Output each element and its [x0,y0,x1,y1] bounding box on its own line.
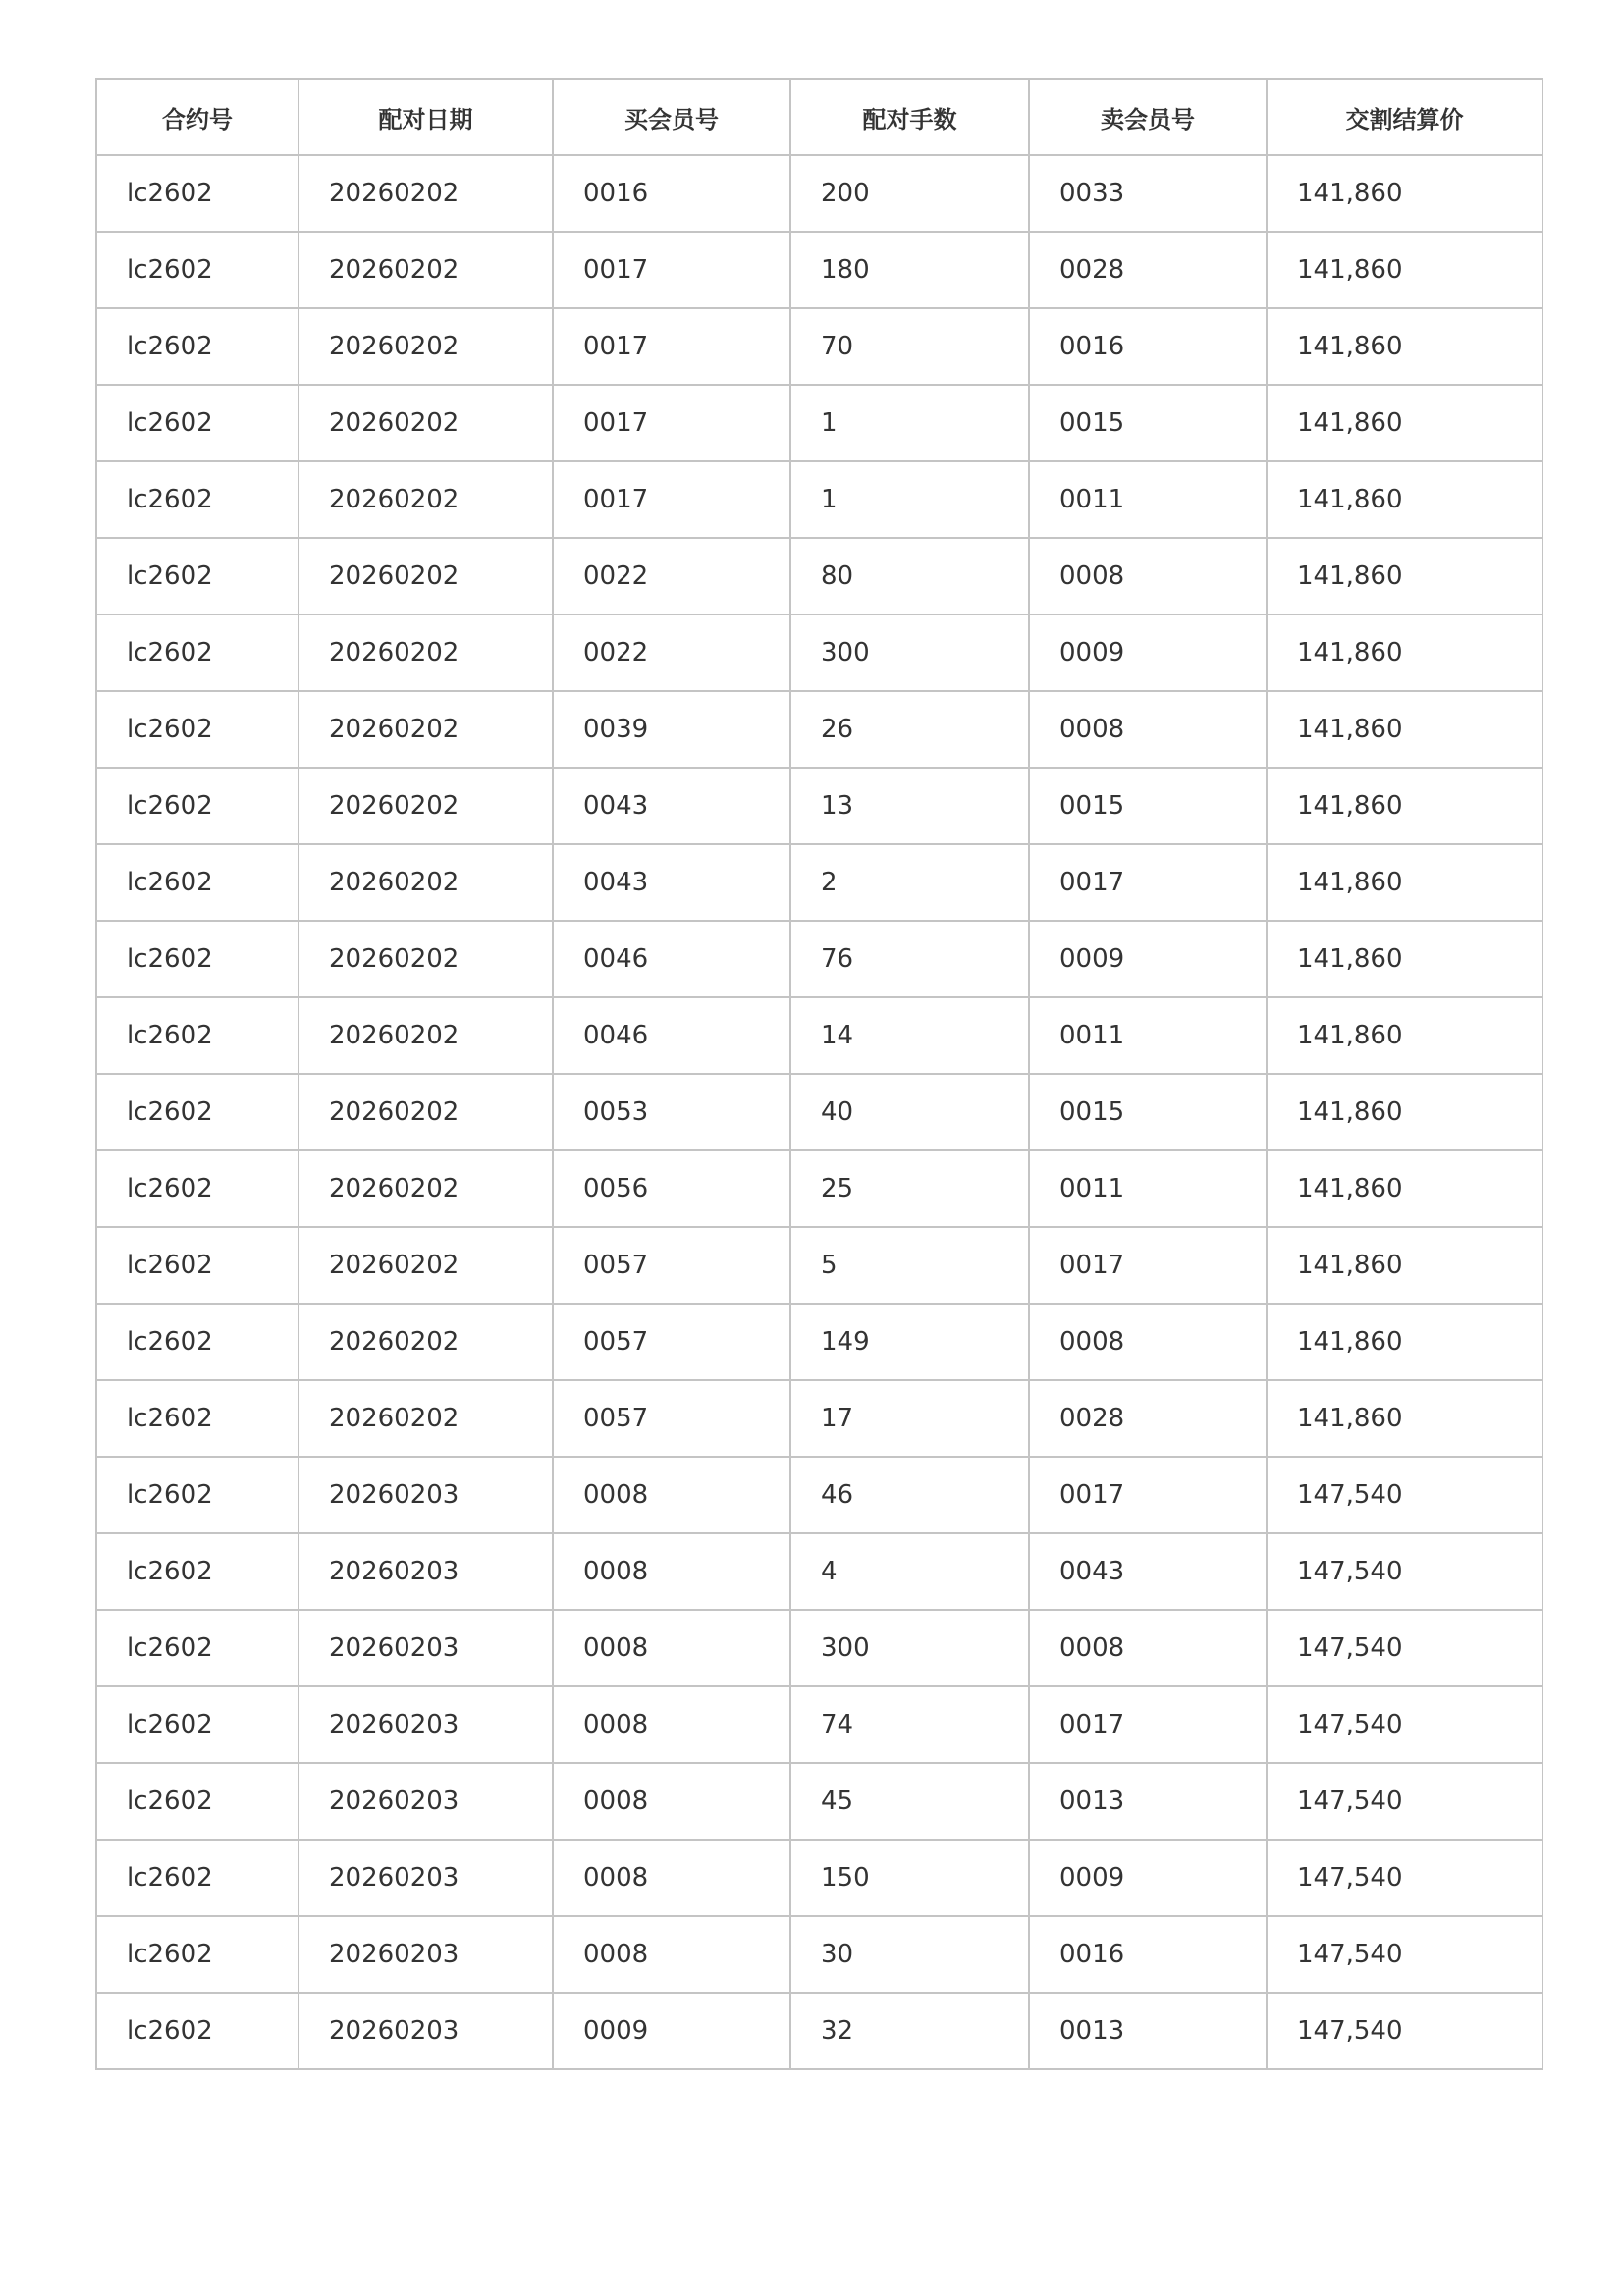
cell-matched-lots: 17 [790,1380,1029,1457]
cell-seller-member-id: 0008 [1029,1610,1267,1686]
cell-delivery-settlement-price: 147,540 [1267,1533,1543,1610]
cell-delivery-settlement-price: 141,860 [1267,997,1543,1074]
cell-buyer-member-id: 0057 [553,1227,790,1304]
cell-delivery-settlement-price: 141,860 [1267,1150,1543,1227]
table-row [96,1150,1543,1227]
cell-seller-member-id: 0017 [1029,1227,1267,1304]
cell-buyer-member-id: 0017 [553,385,790,461]
cell-contract-code: lc2602 [96,614,298,691]
cell-delivery-settlement-price: 141,860 [1267,461,1543,538]
cell-matched-lots: 80 [790,538,1029,614]
table-row [96,614,1543,691]
cell-contract-code: lc2602 [96,768,298,844]
table-row [96,1763,1543,1840]
cell-matching-date: 20260203 [298,1763,553,1840]
cell-buyer-member-id: 0043 [553,768,790,844]
cell-seller-member-id: 0043 [1029,1533,1267,1610]
cell-matching-date: 20260202 [298,1150,553,1227]
cell-buyer-member-id: 0008 [553,1533,790,1610]
cell-matching-date: 20260202 [298,921,553,997]
table-row [96,1840,1543,1916]
table-row [96,921,1543,997]
cell-delivery-settlement-price: 141,860 [1267,768,1543,844]
cell-buyer-member-id: 0039 [553,691,790,768]
cell-contract-code: lc2602 [96,385,298,461]
cell-matching-date: 20260202 [298,997,553,1074]
cell-delivery-settlement-price: 141,860 [1267,691,1543,768]
cell-delivery-settlement-price: 147,540 [1267,1457,1543,1533]
cell-delivery-settlement-price: 141,860 [1267,1380,1543,1457]
column-header-matched-lots: 配对手数 [790,79,1029,155]
cell-delivery-settlement-price: 141,860 [1267,308,1543,385]
column-header-seller-member-id: 卖会员号 [1029,79,1267,155]
cell-delivery-settlement-price: 147,540 [1267,1840,1543,1916]
cell-contract-code: lc2602 [96,1227,298,1304]
table-row [96,1304,1543,1380]
cell-buyer-member-id: 0046 [553,921,790,997]
table-row [96,461,1543,538]
table-row [96,1457,1543,1533]
cell-contract-code: lc2602 [96,155,298,232]
cell-delivery-settlement-price: 141,860 [1267,232,1543,308]
cell-seller-member-id: 0011 [1029,461,1267,538]
cell-seller-member-id: 0017 [1029,1686,1267,1763]
cell-contract-code: lc2602 [96,461,298,538]
column-header-contract-code: 合约号 [96,79,298,155]
cell-contract-code: lc2602 [96,538,298,614]
cell-buyer-member-id: 0008 [553,1840,790,1916]
cell-seller-member-id: 0013 [1029,1993,1267,2069]
cell-matching-date: 20260202 [298,614,553,691]
cell-buyer-member-id: 0017 [553,308,790,385]
cell-delivery-settlement-price: 141,860 [1267,614,1543,691]
cell-contract-code: lc2602 [96,844,298,921]
cell-matching-date: 20260203 [298,1993,553,2069]
cell-seller-member-id: 0008 [1029,1304,1267,1380]
cell-matched-lots: 32 [790,1993,1029,2069]
cell-buyer-member-id: 0008 [553,1763,790,1840]
cell-buyer-member-id: 0022 [553,538,790,614]
cell-buyer-member-id: 0056 [553,1150,790,1227]
table-row [96,308,1543,385]
table-body [96,155,1543,2069]
cell-matched-lots: 26 [790,691,1029,768]
cell-contract-code: lc2602 [96,921,298,997]
cell-buyer-member-id: 0009 [553,1993,790,2069]
table-row [96,1227,1543,1304]
cell-seller-member-id: 0015 [1029,1074,1267,1150]
cell-contract-code: lc2602 [96,1380,298,1457]
delivery-matching-table [95,78,1543,2070]
cell-seller-member-id: 0033 [1029,155,1267,232]
cell-buyer-member-id: 0046 [553,997,790,1074]
cell-contract-code: lc2602 [96,1150,298,1227]
table-row [96,232,1543,308]
cell-matching-date: 20260203 [298,1457,553,1533]
cell-delivery-settlement-price: 147,540 [1267,1686,1543,1763]
cell-buyer-member-id: 0016 [553,155,790,232]
cell-seller-member-id: 0013 [1029,1763,1267,1840]
cell-seller-member-id: 0008 [1029,691,1267,768]
cell-delivery-settlement-price: 147,540 [1267,1916,1543,1993]
cell-matching-date: 20260203 [298,1916,553,1993]
cell-buyer-member-id: 0008 [553,1916,790,1993]
cell-contract-code: lc2602 [96,1074,298,1150]
cell-matching-date: 20260202 [298,1227,553,1304]
cell-buyer-member-id: 0017 [553,461,790,538]
cell-matched-lots: 2 [790,844,1029,921]
cell-matched-lots: 1 [790,461,1029,538]
cell-seller-member-id: 0016 [1029,308,1267,385]
cell-contract-code: lc2602 [96,232,298,308]
cell-matching-date: 20260203 [298,1610,553,1686]
cell-contract-code: lc2602 [96,1457,298,1533]
cell-delivery-settlement-price: 147,540 [1267,1993,1543,2069]
cell-delivery-settlement-price: 141,860 [1267,385,1543,461]
cell-matched-lots: 1 [790,385,1029,461]
table-row [96,1993,1543,2069]
cell-matching-date: 20260202 [298,1304,553,1380]
column-header-matching-date: 配对日期 [298,79,553,155]
cell-seller-member-id: 0015 [1029,385,1267,461]
cell-buyer-member-id: 0053 [553,1074,790,1150]
cell-buyer-member-id: 0008 [553,1610,790,1686]
cell-matched-lots: 40 [790,1074,1029,1150]
cell-seller-member-id: 0017 [1029,844,1267,921]
cell-matching-date: 20260202 [298,1074,553,1150]
table-row [96,155,1543,232]
cell-matched-lots: 70 [790,308,1029,385]
cell-buyer-member-id: 0017 [553,232,790,308]
cell-matched-lots: 76 [790,921,1029,997]
cell-matching-date: 20260202 [298,308,553,385]
cell-seller-member-id: 0017 [1029,1457,1267,1533]
cell-matching-date: 20260202 [298,461,553,538]
cell-delivery-settlement-price: 141,860 [1267,921,1543,997]
cell-delivery-settlement-price: 141,860 [1267,538,1543,614]
cell-seller-member-id: 0015 [1029,768,1267,844]
cell-buyer-member-id: 0008 [553,1457,790,1533]
cell-matching-date: 20260202 [298,1380,553,1457]
cell-matching-date: 20260203 [298,1686,553,1763]
cell-matched-lots: 180 [790,232,1029,308]
cell-delivery-settlement-price: 147,540 [1267,1610,1543,1686]
cell-delivery-settlement-price: 141,860 [1267,1227,1543,1304]
cell-matched-lots: 13 [790,768,1029,844]
table-row [96,997,1543,1074]
cell-matching-date: 20260202 [298,768,553,844]
table-row [96,1074,1543,1150]
table-row [96,1380,1543,1457]
table-row [96,844,1543,921]
cell-contract-code: lc2602 [96,1686,298,1763]
cell-buyer-member-id: 0022 [553,614,790,691]
cell-contract-code: lc2602 [96,691,298,768]
cell-seller-member-id: 0011 [1029,1150,1267,1227]
cell-contract-code: lc2602 [96,1840,298,1916]
table-row [96,1916,1543,1993]
cell-matching-date: 20260203 [298,1840,553,1916]
cell-matching-date: 20260202 [298,232,553,308]
cell-matched-lots: 300 [790,614,1029,691]
cell-buyer-member-id: 0057 [553,1380,790,1457]
cell-contract-code: lc2602 [96,1533,298,1610]
cell-seller-member-id: 0009 [1029,1840,1267,1916]
cell-matching-date: 20260202 [298,538,553,614]
cell-delivery-settlement-price: 147,540 [1267,1763,1543,1840]
table-row [96,768,1543,844]
cell-contract-code: lc2602 [96,1304,298,1380]
table-row [96,1686,1543,1763]
table-row [96,1533,1543,1610]
cell-matching-date: 20260203 [298,1533,553,1610]
cell-matched-lots: 45 [790,1763,1029,1840]
cell-matched-lots: 200 [790,155,1029,232]
cell-seller-member-id: 0028 [1029,1380,1267,1457]
cell-buyer-member-id: 0057 [553,1304,790,1380]
cell-seller-member-id: 0016 [1029,1916,1267,1993]
cell-contract-code: lc2602 [96,308,298,385]
cell-seller-member-id: 0008 [1029,538,1267,614]
column-header-buyer-member-id: 买会员号 [553,79,790,155]
cell-buyer-member-id: 0043 [553,844,790,921]
cell-contract-code: lc2602 [96,1610,298,1686]
cell-matching-date: 20260202 [298,155,553,232]
cell-matched-lots: 149 [790,1304,1029,1380]
cell-contract-code: lc2602 [96,997,298,1074]
cell-matched-lots: 150 [790,1840,1029,1916]
cell-matching-date: 20260202 [298,691,553,768]
cell-delivery-settlement-price: 141,860 [1267,155,1543,232]
cell-matched-lots: 74 [790,1686,1029,1763]
cell-matched-lots: 5 [790,1227,1029,1304]
cell-contract-code: lc2602 [96,1993,298,2069]
table-row [96,1610,1543,1686]
table-row [96,385,1543,461]
cell-delivery-settlement-price: 141,860 [1267,1074,1543,1150]
cell-contract-code: lc2602 [96,1763,298,1840]
column-header-delivery-settlement-price: 交割结算价 [1267,79,1543,155]
cell-seller-member-id: 0011 [1029,997,1267,1074]
cell-matched-lots: 30 [790,1916,1029,1993]
cell-matching-date: 20260202 [298,385,553,461]
table-row [96,538,1543,614]
cell-matching-date: 20260202 [298,844,553,921]
cell-seller-member-id: 0009 [1029,921,1267,997]
cell-matched-lots: 46 [790,1457,1029,1533]
table-header-row [96,79,1543,155]
cell-seller-member-id: 0028 [1029,232,1267,308]
cell-seller-member-id: 0009 [1029,614,1267,691]
cell-matched-lots: 300 [790,1610,1029,1686]
cell-matched-lots: 4 [790,1533,1029,1610]
cell-contract-code: lc2602 [96,1916,298,1993]
cell-buyer-member-id: 0008 [553,1686,790,1763]
cell-matched-lots: 25 [790,1150,1029,1227]
cell-delivery-settlement-price: 141,860 [1267,844,1543,921]
table-row [96,691,1543,768]
cell-matched-lots: 14 [790,997,1029,1074]
cell-delivery-settlement-price: 141,860 [1267,1304,1543,1380]
